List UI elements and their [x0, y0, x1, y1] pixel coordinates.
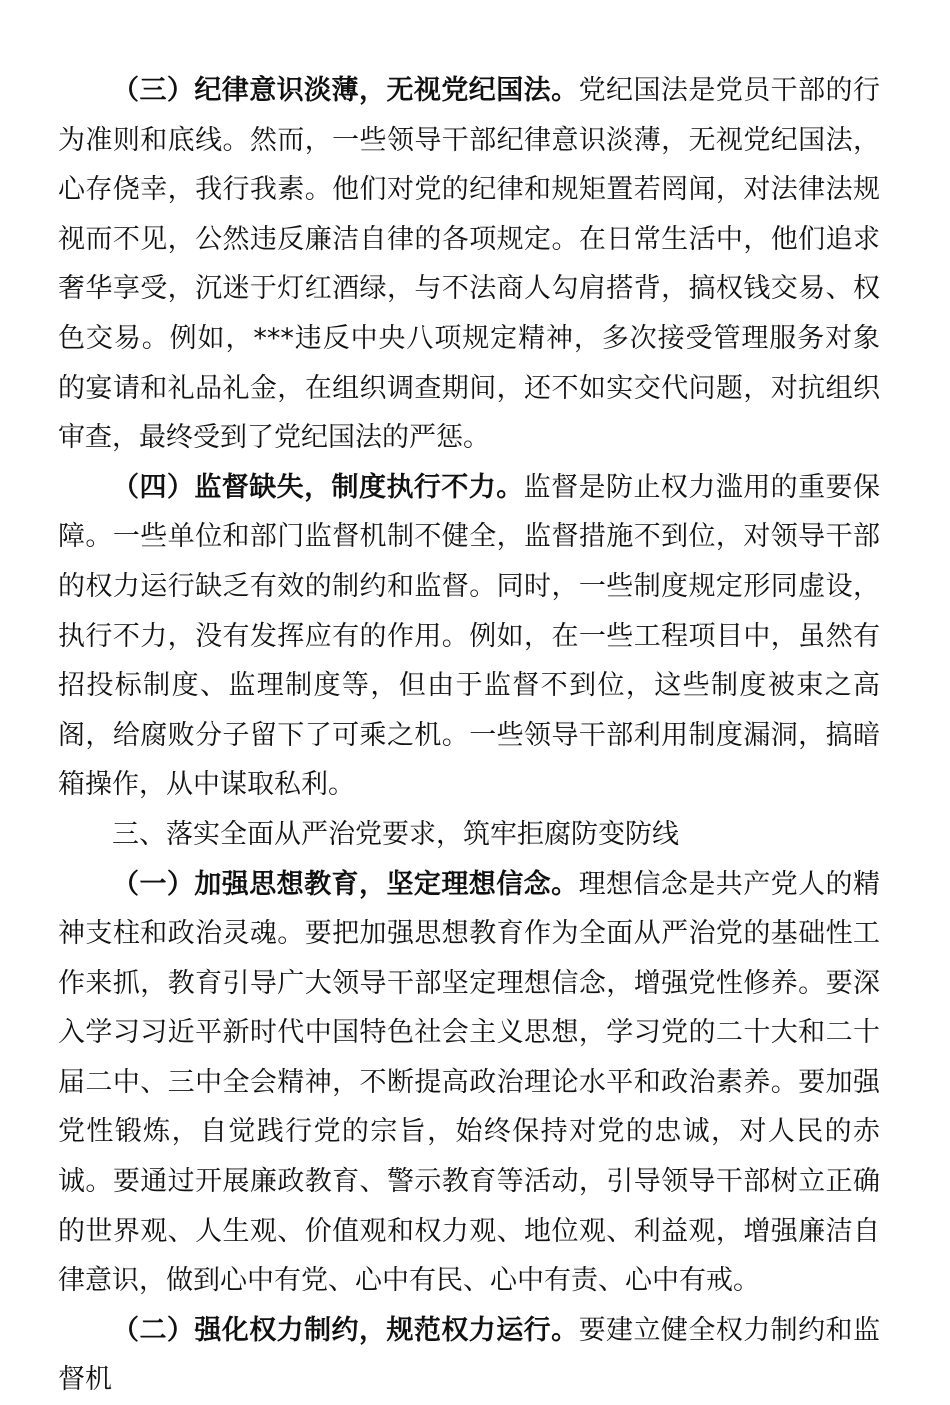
- paragraph-text: 监督是防止权力滥用的重要保障。一些单位和部门监督机制不健全，监督措施不到位，对领导干部的权力运行缺乏有效的制约和监督。同时，一些制度规定形同虚设，执行不力，没有发挥应有的作用。例如，在一些工程项目中，虽然有招投标制度、监理制度等，但由于监督不到位，这些制度被束之高阁，给腐败分子留下了可乘之机。一些领导干部利用制度漏洞，搞暗箱操作，从中谋取私利。: [58, 471, 881, 801]
- paragraph-ideological-education: [58, 860, 880, 1306]
- paragraph-text: 党纪国法是党员干部的行为准则和底线。然而，一些领导干部纪律意识淡薄，无视党纪国法，心存侥幸，我行我素。他们对党的纪律和规矩置若罔闻，对法律法规视而不见，公然违反廉洁自律的各项规定。在日常生活中，他们追求奢华享受，沉迷于灯红酒绿，与不法商人勾肩搭背，搞权钱交易、权色交易。例如，***违反中央八项规定精神，多次接受管理服务对象的宴请和礼品礼金，在组织调查期间，还不如实交代问题，对抗组织审查，最终受到了党纪国法的严惩。: [58, 75, 881, 454]
- paragraph-lead: （三）纪律意识淡薄，无视党纪国法。: [112, 75, 579, 106]
- paragraph-discipline-awareness: [58, 66, 880, 463]
- paragraph-power-restriction: [58, 1306, 880, 1405]
- paragraph-supervision-lacking: [58, 463, 880, 810]
- paragraph-text: 理想信念是共产党人的精神支柱和政治灵魂。要把加强思想教育作为全面从严治党的基础性工作来抓，教育引导广大领导干部坚定理想信念，增强党性修养。要深入学习习近平新时代中国特色社会主义思想，学习党的二十大和二十届二中、三中全会精神，不断提高政治理论水平和政治素养。要加强党性锻炼，自觉践行党的宗旨，始终保持对党的忠诚，对人民的赤诚。要通过开展廉政教育、警示教育等活动，引导领导干部树立正确的世界观、人生观、价值观和权力观、地位观、利益观，增强廉洁自律意识，做到心中有党、心中有民、心中有责、心中有戒。: [58, 868, 881, 1297]
- document-body: [58, 66, 880, 1405]
- paragraph-lead: （二）强化权力制约，规范权力运行。: [112, 1314, 579, 1346]
- section-heading: 三、落实全面从严治党要求，筑牢拒腐防变防线: [112, 818, 679, 850]
- paragraph-lead: （一）加强思想教育，坚定理想信念。: [112, 868, 579, 900]
- paragraph-text: 要建立健全权力制约和监督机: [58, 1314, 881, 1396]
- paragraph-lead: （四）监督缺失，制度执行不力。: [112, 471, 524, 503]
